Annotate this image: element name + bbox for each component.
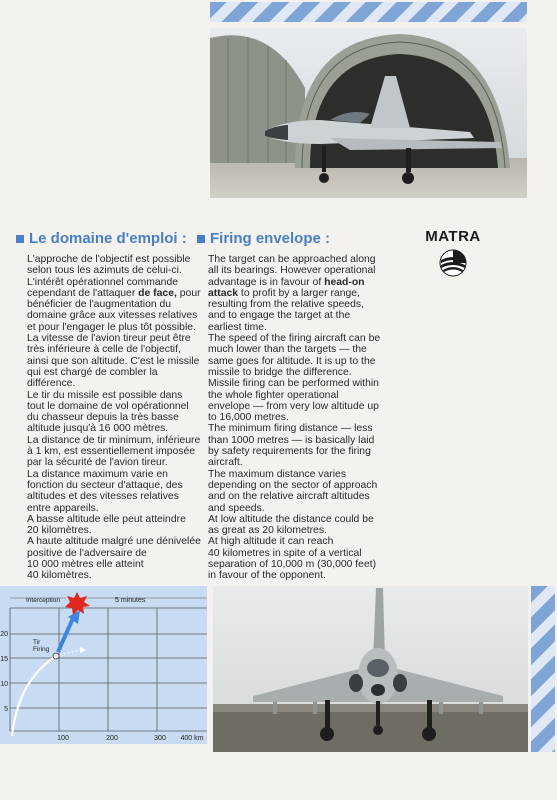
right-paragraph-1: The target can be approached along all its bearings. However operational advantage is in favour of head-on attack to profit by a larger range, resulting from the relative speeds, and to engage the target at the earliest time. (208, 254, 376, 333)
left-paragraph-6: A basse altitude elle peut atteindre 20 kilomètres. (27, 513, 186, 537)
heading-square-icon (197, 235, 205, 243)
matra-logo-text: MATRA (425, 228, 481, 245)
y-tick-15: 15 (0, 656, 8, 663)
left-paragraph-4: La distance de tir minimum, inférieure à 1 km, est essentiellement imposée par la sécurité de l'avion tireur. (27, 434, 201, 469)
firing-envelope-diagram (0, 586, 207, 744)
left-paragraph-3: Le tir du missile est possible dans tout le domaine de vol opérationnel du chasseur depuis la très basse altitude jusqu'à 16 000 mètres. (27, 389, 189, 435)
x-tick-200: 200 (106, 735, 118, 742)
time-label: 5 minutes (115, 597, 146, 604)
heading-square-icon (16, 235, 24, 243)
front-aircraft-illustration (213, 586, 528, 752)
y-tick-10: 10 (0, 681, 8, 688)
matra-logo (425, 228, 481, 283)
interception-label: Interception (26, 597, 60, 604)
top-stripe-bar (210, 2, 527, 22)
climb-path (12, 656, 56, 736)
x-tick-400km: 400 km (180, 735, 204, 742)
right-paragraph-7: At high altitude it can reach 40 kilometres in spite of a vertical separation of 10,000 m (30,000 feet) in favour of the opponent. (208, 536, 377, 582)
hangar-aircraft-illustration (210, 28, 527, 198)
right-paragraph-3: Missile firing can be performed within the whole fighter operational envelope — from very low altitude up to 16,000 metres. (208, 378, 379, 424)
right-paragraph-6: At low altitude the distance could be as great as 20 kilometres. (208, 513, 374, 537)
firing-label-en: Firing (33, 646, 50, 653)
left-paragraph-5: La distance maximum varie en fonction du secteur d'attaque, des altitudes et des vitesses relatives entre appareils. (27, 468, 183, 514)
left-paragraph-2: La vitesse de l'avion tireur peut être très inférieure à celle de l'objectif, ainsi que son altitude. C'est le missile qui est chargé de combler la différence. (27, 333, 200, 390)
y-tick-20: 20 (0, 631, 8, 638)
left-text-column (16, 231, 206, 582)
path-arrowhead (80, 647, 86, 653)
y-tick-5: 5 (4, 706, 8, 713)
side-stripe-bar (531, 586, 555, 752)
right-paragraph-5: The maximum distance varies depending on the sector of approach and on the relative aircraft altitudes and speeds. (208, 468, 378, 514)
photo-aircraft-front (213, 586, 528, 752)
x-tick-300: 300 (154, 735, 166, 742)
left-paragraph-7: A haute altitude malgré une dénivelée positive de l'adversaire de 10 000 mètres elle atteint 40 kilomètres. (27, 536, 201, 582)
left-heading: Le domaine d'emploi : (16, 231, 206, 247)
right-paragraph-2: The speed of the firing aircraft can be much lower than the targets — the same goes for altitude. It is up to the missile to bridge the difference. (208, 333, 381, 378)
firing-label-fr: Tir (33, 639, 41, 646)
x-tick-100: 100 (57, 735, 69, 742)
right-heading: Firing envelope : (197, 231, 397, 247)
right-paragraph-4: The minimum firing distance — less than 1000 metres — is basically laid by safety requirements for the firing aircraft. (208, 423, 375, 469)
firing-point (53, 653, 59, 659)
photo-aircraft-hangar (210, 28, 527, 198)
matra-globe-icon (438, 248, 468, 278)
left-paragraph-1: L'approche de l'objectif est possible selon tous les azimuts de celui-ci. L'intérêt opérationnel commande cependant de l'attaquer de face, pour bénéficier de l'augmentation du domaine grâce aux vitesses relatives et pour l'engager le plus tôt possible. (27, 254, 201, 333)
right-text-column (197, 231, 397, 582)
